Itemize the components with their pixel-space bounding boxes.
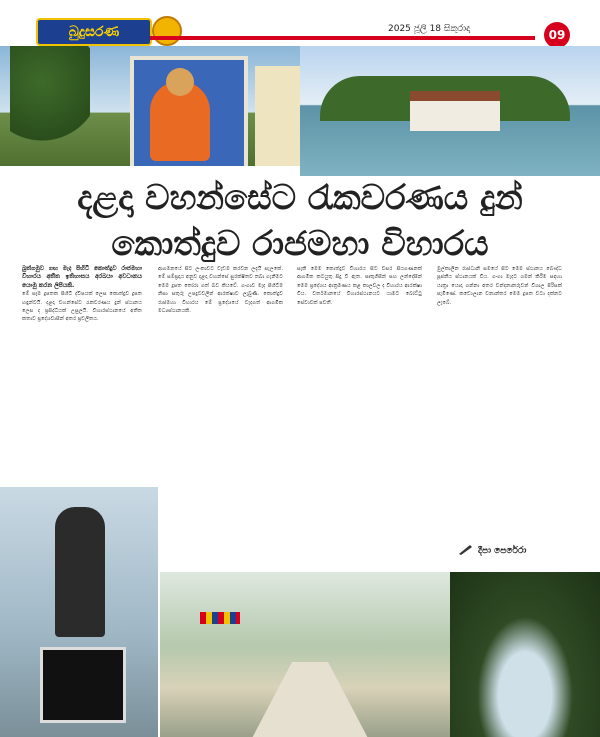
article-lead: බුත්ගමුව ගඟ මැද පිහිටි කොත්දුව රාජමහා විහාරය අතීත ඉතිහාසය අරබයා අවධානය යොමු කරන ලිපියකි. <box>22 265 142 289</box>
author-byline: දීපා පෙරේරා <box>478 546 527 556</box>
page-number-badge: 09 <box>544 22 570 48</box>
article-column-1 <box>22 265 142 485</box>
temple-wall <box>255 66 302 166</box>
issue-date: 2025 ජූලි 18 සිකුරාදා <box>388 24 471 34</box>
buddhist-flags <box>200 612 240 624</box>
buddha-head <box>166 68 194 96</box>
headline-line-1: දළදා වහන්සේට රැකවරණය දුන් <box>77 178 523 218</box>
article-column-3: සැකි මෙම කොත්දුව විහාරය සිට වසර සියගණනක් ආගමික කටයුතු සිදු වී ඇත. පෘතුගීසීන් සහ ලන්දේසීන් මෙම ප්‍රදේශය ආක්‍රමණය කළ කාලවල ද විහාරය ආරක්ෂා විය. වර්තමානයේ විහාරස්ථානයට යාමට බෝට්ටු සේවාවක් පවතී. <box>297 266 422 306</box>
newspaper-logo: බුදුසරණ <box>36 18 152 46</box>
photo-mangrove <box>450 572 600 737</box>
memorial-plaque <box>40 647 126 723</box>
dharma-wheel-icon <box>152 16 182 46</box>
walkway <box>250 662 370 737</box>
island-building <box>410 91 500 131</box>
headline-line-2: කොත්දුව රාජමහා විහාරය <box>111 224 489 264</box>
article-column-2: ආගමනයේ සිට ලංකාවට වැඩම කරවන ලදැයි සැලකේ. මේ සම්ප්‍රදාය අනුව දළදා වහන්සේ සුරක්ෂිතව තබා ගැනීමට මෙම දූපත තෝරා ගත් බව කියවේ. ගංගාව මැද පිහිටීම නිසා සතුරු උපද්‍රවවලින් ආරක්ෂාව ලැබුණි. කොත්දුව රාජමහා විහාරය මේ ප්‍රදේශයේ වැදගත් ආගමික මධ්‍යස්ථානයකි. <box>158 266 283 315</box>
monk-statue <box>55 507 105 637</box>
photo-temple-path <box>160 572 450 737</box>
article-column-4: මුල්කාලීන රාජධානි සමයේ සිට මෙම ස්ථානය බෞද්ධ පූජනීය ස්ථානයක් විය. ගංගා මැදට ගමන් කිරීම සඳහා යාත්‍රා යොදා ගන්නා අතර වන්දනාකරුවන් විශාල පිරිසක් පැමිණේ. කඩොලාන වනාන්තර මෙම දූපත වටා දක්නට ලැබේ. <box>437 266 562 306</box>
photo-monk-statue <box>0 487 158 737</box>
column-1-body: මේ සෑම දූපතක පිහිටි ද්වීපයක් ලෙස කොත්දුව දූපත හඳුන්වයි. දළදා වහන්සේට රැකවරණය දුන් ස්ථානය ලෙස ද ප්‍රසිද්ධියක් උසුලයි. විහාරස්ථානයේ අතීත කතාව ප්‍රදේශවාසීන් අතර ප්‍රචලිතය. <box>22 291 142 323</box>
pen-icon <box>458 543 474 555</box>
photo-island-temple <box>300 46 600 176</box>
masthead <box>0 0 600 52</box>
palm-tree <box>10 46 90 166</box>
photo-temple-shrine <box>0 46 302 166</box>
header-rule <box>150 36 535 40</box>
